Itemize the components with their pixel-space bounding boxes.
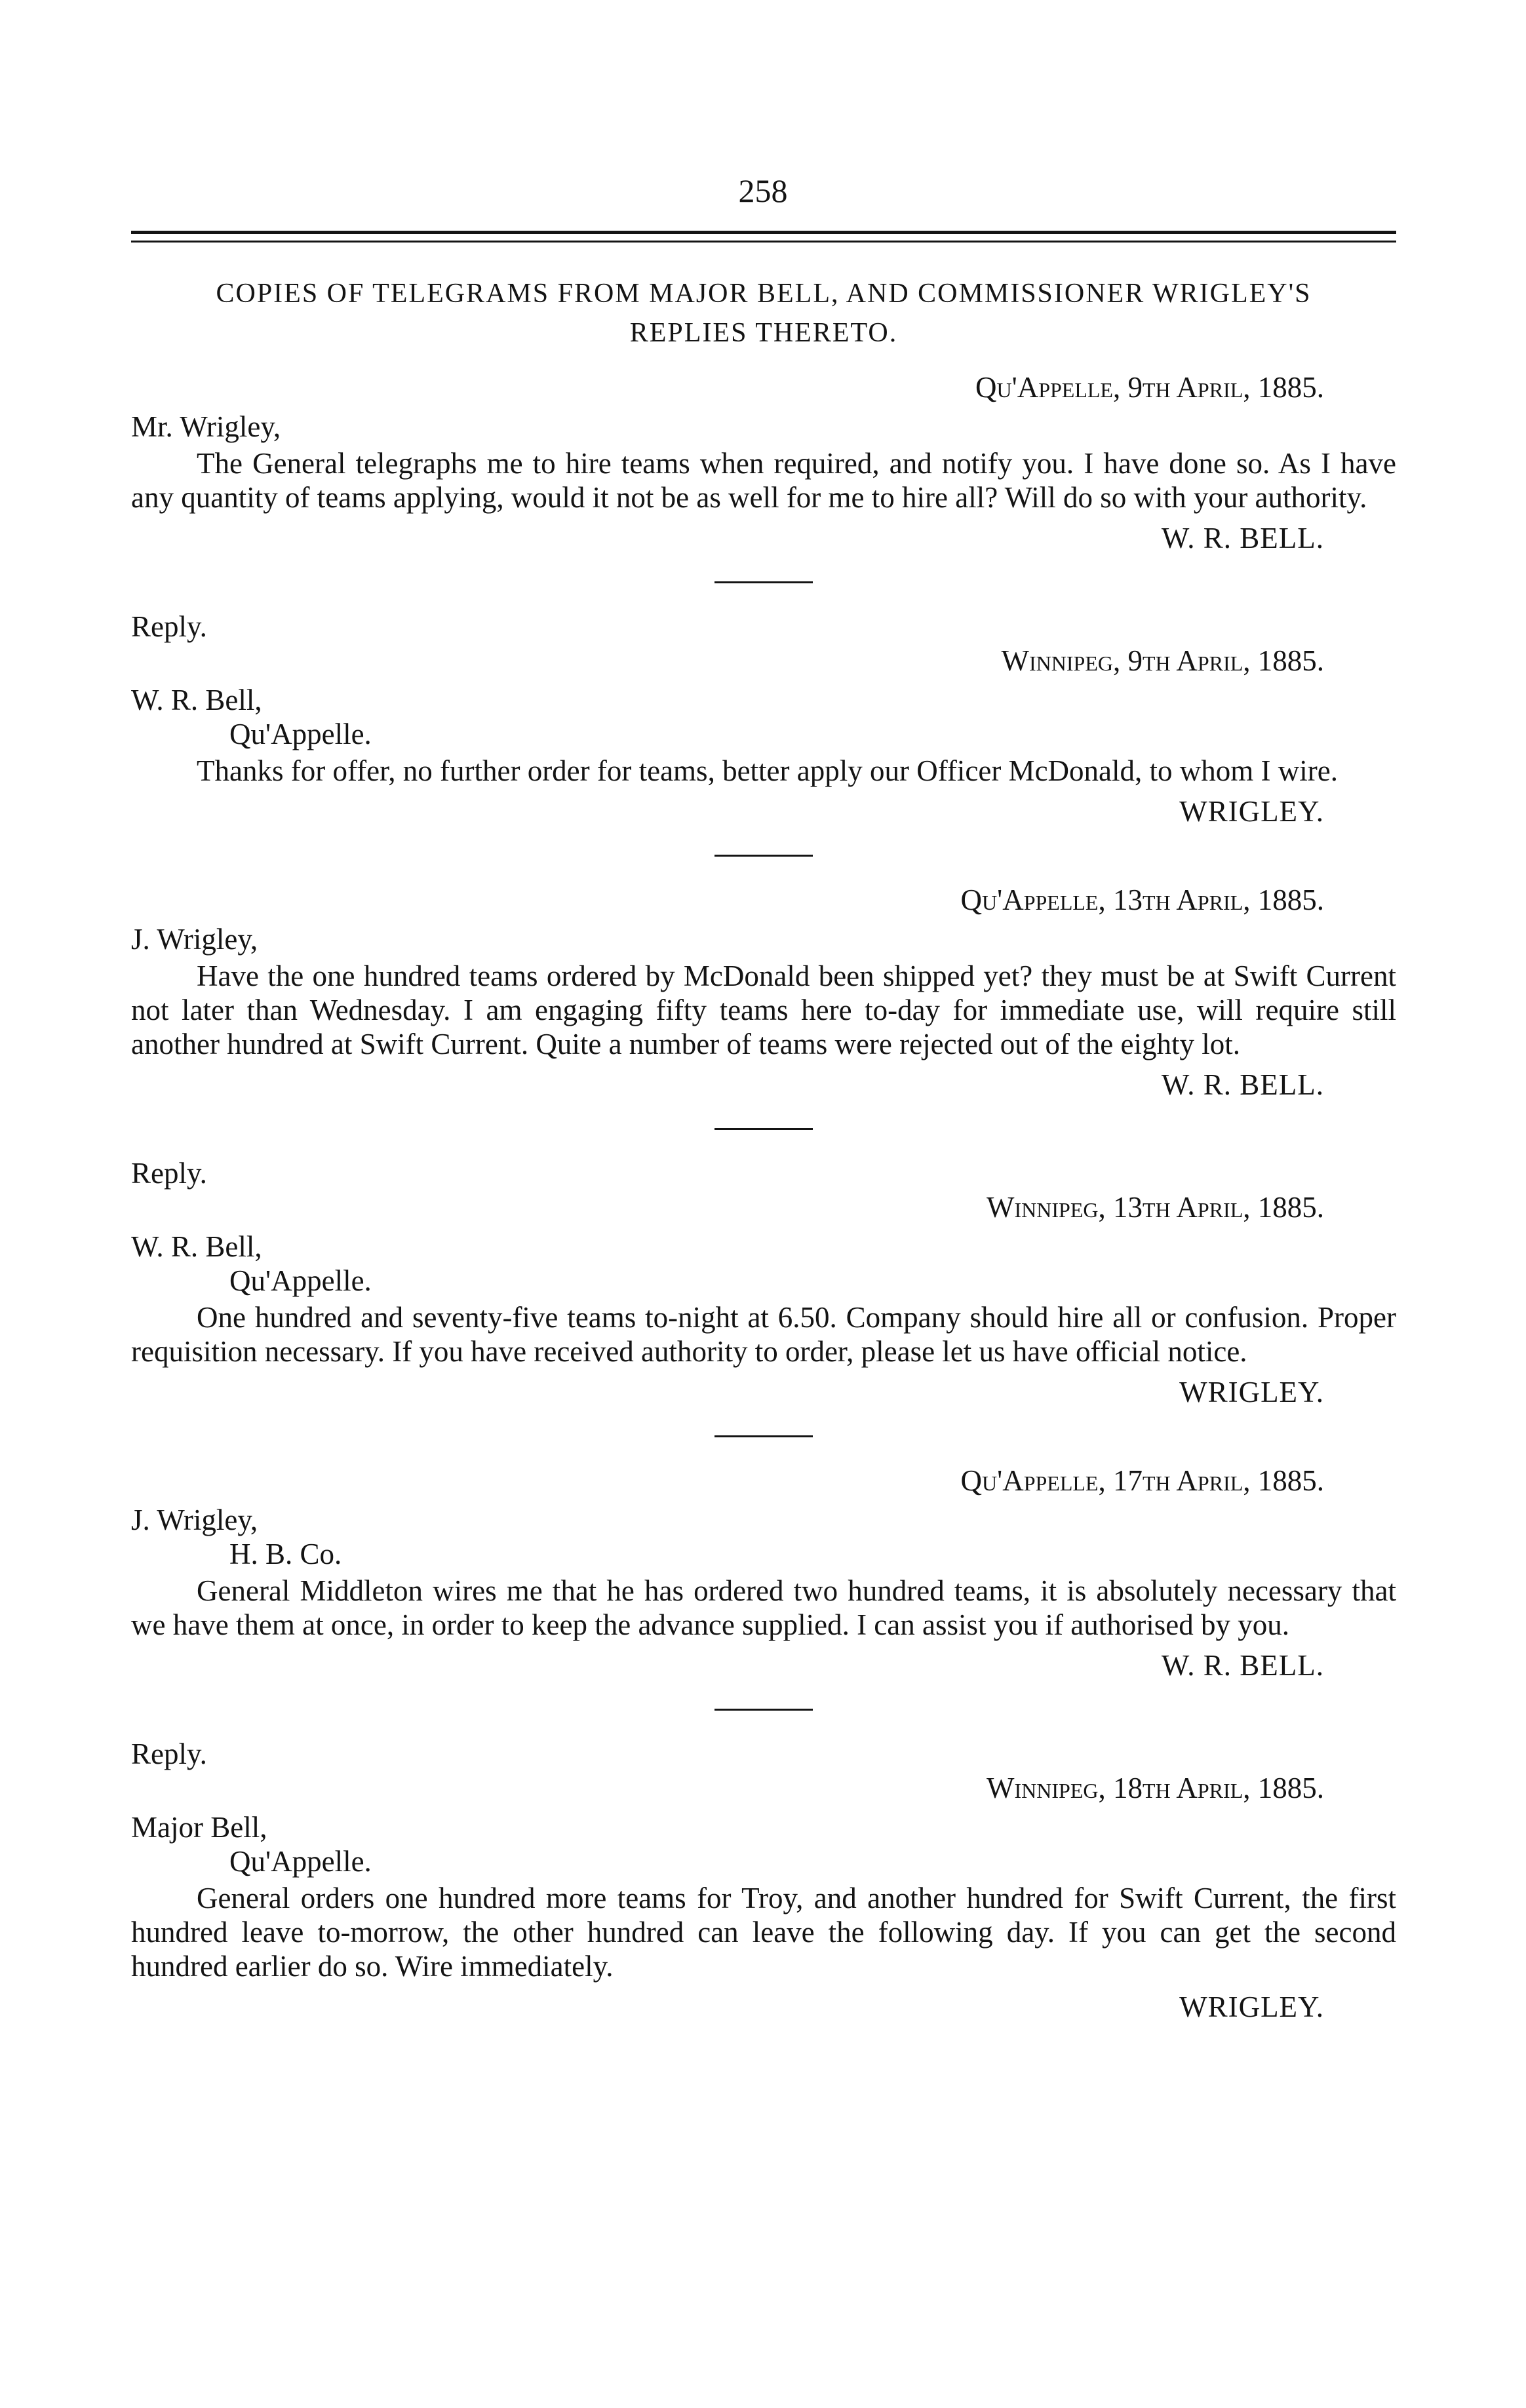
telegram-dateline: Winnipeg, 18th April, 1885. — [987, 1772, 1324, 1804]
telegram-signature: WRIGLEY. — [1179, 1990, 1324, 2023]
telegram-signature: WRIGLEY. — [1179, 795, 1324, 828]
telegram-6 — [131, 1737, 1396, 2024]
telegram-addressee: W. R. Bell, — [131, 684, 262, 716]
telegram-addressee-location: Qu'Appelle. — [229, 1845, 372, 1878]
section-divider — [714, 1128, 813, 1130]
header-double-rule — [131, 231, 1396, 243]
telegram-body: General Middleton wires me that he has ordered two hundred teams, it is absolutely necessary that we have them at once, in order to keep the advance supplied. I can assist you if authorised by you. — [131, 1574, 1396, 1641]
telegram-signature: W. R. BELL. — [1161, 1649, 1324, 1682]
reply-label: Reply. — [131, 1157, 207, 1190]
telegram-body: The General telegraphs me to hire teams when required, and notify you. I have done so. As I have any quantity of teams applying, would it not be as well for me to hire all? Will do so with your authority. — [131, 447, 1396, 514]
telegram-dateline: Qu'Appelle, 9th April, 1885. — [975, 371, 1324, 404]
telegram-signature: W. R. BELL. — [1161, 522, 1324, 554]
telegram-body: Have the one hundred teams ordered by McDonald been shipped yet? they must be at Swift Current not later than Wednesday. I am engaging fifty teams here to-day for immediate use, will require still another hundred at Swift Current. Quite a number of teams were rejected out of the eighty lot. — [131, 960, 1396, 1060]
page-number: 258 — [738, 172, 788, 209]
telegram-2 — [131, 610, 1396, 828]
telegram-addressee: J. Wrigley, — [131, 923, 258, 956]
telegram-body: Thanks for offer, no further order for teams, better apply our Officer McDonald, to whom I wire. — [197, 754, 1338, 787]
telegram-4 — [131, 1156, 1396, 1409]
telegram-dateline: Qu'Appelle, 17th April, 1885. — [960, 1464, 1324, 1497]
telegram-body: General orders one hundred more teams for Troy, and another hundred for Swift Current, the first hundred leave to-morrow, the other hundred can leave the following day. If you can get the second hundred earlier do so. Wire immediately. — [131, 1882, 1396, 1983]
section-divider — [714, 855, 813, 857]
section-divider — [714, 1435, 813, 1437]
telegram-addressee: Major Bell, — [131, 1811, 267, 1844]
telegram-3 — [131, 883, 1396, 1102]
reply-label: Reply. — [131, 610, 207, 643]
section-divider — [714, 1709, 813, 1711]
title-line-2: REPLIES THERETO. — [629, 318, 898, 348]
telegram-body: One hundred and seventy-five teams to-night at 6.50. Company should hire all or confusion. Proper requisition necessary. If you have received authority to order, please let us have official notice. — [131, 1301, 1396, 1368]
telegram-1 — [131, 370, 1396, 555]
telegram-5 — [131, 1464, 1396, 1682]
telegram-dateline: Winnipeg, 9th April, 1885. — [1001, 644, 1324, 677]
telegram-addressee: Mr. Wrigley, — [131, 410, 281, 443]
telegram-list — [131, 370, 1396, 2024]
telegram-addressee-company: H. B. Co. — [229, 1538, 342, 1570]
document-title — [131, 274, 1396, 353]
telegram-signature: W. R. BELL. — [1161, 1068, 1324, 1101]
telegram-addressee: J. Wrigley, — [131, 1504, 258, 1536]
section-divider — [714, 581, 813, 583]
telegram-dateline: Winnipeg, 13th April, 1885. — [987, 1191, 1324, 1224]
telegram-dateline: Qu'Appelle, 13th April, 1885. — [960, 884, 1324, 916]
telegram-addressee: W. R. Bell, — [131, 1230, 262, 1263]
telegram-signature: WRIGLEY. — [1179, 1376, 1324, 1408]
telegram-addressee-location: Qu'Appelle. — [229, 1264, 372, 1297]
telegram-addressee-location: Qu'Appelle. — [229, 718, 372, 750]
title-line-1: COPIES OF TELEGRAMS FROM MAJOR BELL, AND COMMISSIONER WRIGLEY'S — [216, 279, 1312, 309]
reply-label: Reply. — [131, 1738, 207, 1770]
